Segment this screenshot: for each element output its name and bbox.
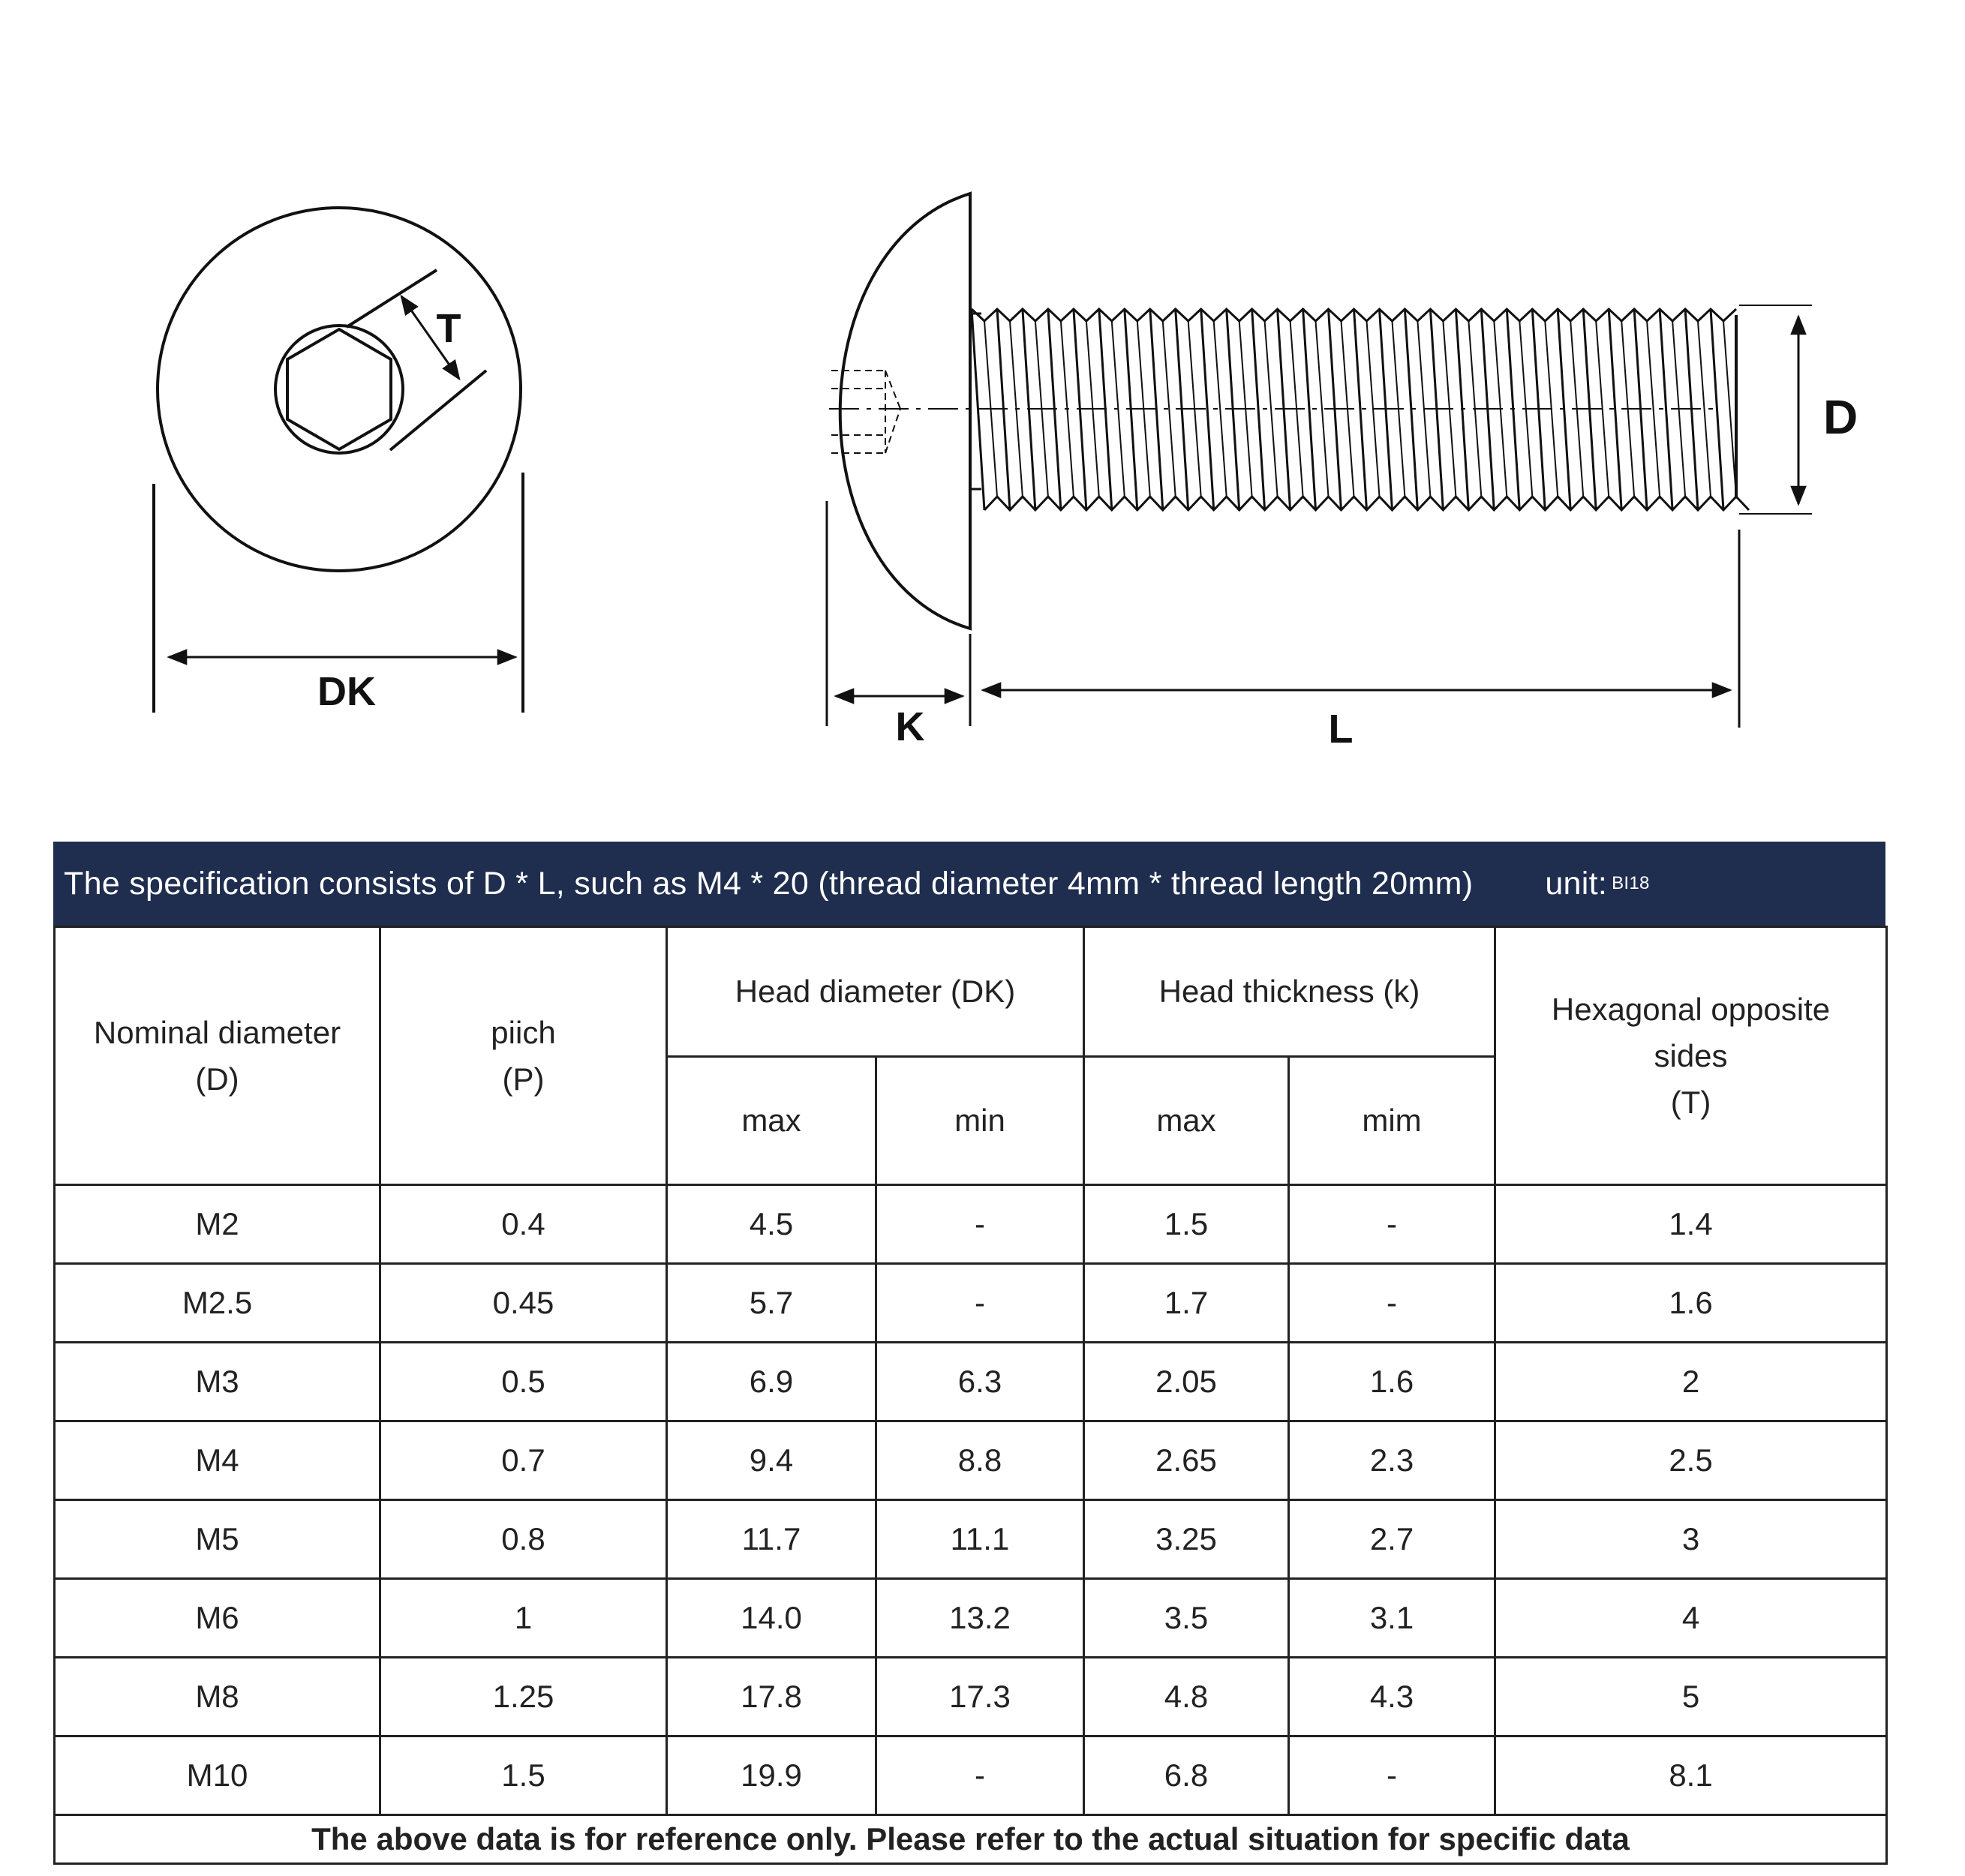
table-row xyxy=(55,1658,1887,1736)
table-cell: 3.1 xyxy=(1289,1579,1495,1658)
table-cell: 3 xyxy=(1495,1500,1887,1579)
bolt-top-view xyxy=(154,208,523,713)
button-head-outline xyxy=(840,194,970,629)
table-cell: 1.6 xyxy=(1495,1264,1887,1343)
table-row xyxy=(55,1579,1887,1658)
table-cell: 2.7 xyxy=(1289,1500,1495,1579)
bolt-dimension-diagram xyxy=(0,0,1965,810)
table-cell: M5 xyxy=(55,1500,380,1579)
table-cell: 0.8 xyxy=(380,1500,667,1579)
footer-row xyxy=(55,1815,1887,1864)
footer-note: The above data is for reference only. Please refer to the actual situation for specific data xyxy=(55,1815,1887,1864)
header-pitch: piich (P) xyxy=(380,927,667,1185)
table-cell: 9.4 xyxy=(667,1421,876,1500)
t-label: T xyxy=(436,306,461,351)
t-extension-lower xyxy=(390,371,486,450)
header-nominal-diameter: Nominal diameter (D) xyxy=(55,927,380,1185)
table-cell: 1.5 xyxy=(1084,1185,1289,1264)
table-row xyxy=(55,1500,1887,1579)
table-cell: 4.8 xyxy=(1084,1658,1289,1736)
table-cell: 19.9 xyxy=(667,1736,876,1815)
table-row xyxy=(55,1264,1887,1343)
header-dk-min: min xyxy=(876,1057,1084,1185)
table-cell: - xyxy=(876,1185,1084,1264)
table-cell: 6.3 xyxy=(876,1343,1084,1421)
table-cell: M2.5 xyxy=(55,1264,380,1343)
table-cell: 8.8 xyxy=(876,1421,1084,1500)
table-cell: 11.7 xyxy=(667,1500,876,1579)
header-hexagonal-sides: Hexagonal opposite sides (T) xyxy=(1495,927,1887,1185)
table-cell: 1.5 xyxy=(380,1736,667,1815)
t-extension-upper xyxy=(347,270,437,327)
table-cell: 2.3 xyxy=(1289,1421,1495,1500)
table-cell: M10 xyxy=(55,1736,380,1815)
bolt-side-view xyxy=(827,194,1812,728)
table-cell: - xyxy=(876,1736,1084,1815)
table-cell: 2.05 xyxy=(1084,1343,1289,1421)
table-cell: - xyxy=(1289,1185,1495,1264)
table-cell: 1.7 xyxy=(1084,1264,1289,1343)
table-cell: - xyxy=(1289,1736,1495,1815)
hex-socket-icon xyxy=(287,329,391,449)
socket-circle xyxy=(275,326,403,453)
table-cell: 13.2 xyxy=(876,1579,1084,1658)
table-cell: M8 xyxy=(55,1658,380,1736)
table-cell: - xyxy=(876,1264,1084,1343)
table-cell: 14.0 xyxy=(667,1579,876,1658)
d-label: D xyxy=(1823,390,1858,444)
header-row-1 xyxy=(55,927,1887,1057)
header-head-diameter: Head diameter (DK) xyxy=(667,927,1084,1057)
table-cell: 8.1 xyxy=(1495,1736,1887,1815)
table-cell: 2.65 xyxy=(1084,1421,1289,1500)
header-dk-max: max xyxy=(667,1057,876,1185)
table-cell: 3.25 xyxy=(1084,1500,1289,1579)
header-k-max: max xyxy=(1084,1057,1289,1185)
header-k-min: mim xyxy=(1289,1057,1495,1185)
table-cell: 1.4 xyxy=(1495,1185,1887,1264)
table-row xyxy=(55,1421,1887,1500)
spec-table xyxy=(53,926,1888,1865)
table-cell: 17.8 xyxy=(667,1658,876,1736)
table-cell: 1.6 xyxy=(1289,1343,1495,1421)
table-cell: M2 xyxy=(55,1185,380,1264)
table-cell: 4.3 xyxy=(1289,1658,1495,1736)
table-cell: 3.5 xyxy=(1084,1579,1289,1658)
header-head-thickness: Head thickness (k) xyxy=(1084,927,1495,1057)
unit-value: BI18 xyxy=(1612,873,1650,893)
banner-text: The specification consists of D * L, such as M4 * 20 (thread diameter 4mm * thread length 20mm) xyxy=(64,865,1474,902)
table-cell: 2.5 xyxy=(1495,1421,1887,1500)
table-cell: 17.3 xyxy=(876,1658,1084,1736)
k-label: K xyxy=(895,704,925,749)
table-cell: 6.8 xyxy=(1084,1736,1289,1815)
table-cell: 1.25 xyxy=(380,1658,667,1736)
l-label: L xyxy=(1328,707,1354,752)
table-cell: - xyxy=(1289,1264,1495,1343)
table-cell: 0.5 xyxy=(380,1343,667,1421)
dk-label: DK xyxy=(317,669,376,714)
table-cell: 0.4 xyxy=(380,1185,667,1264)
table-row xyxy=(55,1736,1887,1815)
table-cell: 2 xyxy=(1495,1343,1887,1421)
table-cell: 4.5 xyxy=(667,1185,876,1264)
table-cell: 5 xyxy=(1495,1658,1887,1736)
unit-label: unit: xyxy=(1545,865,1608,902)
table-cell: M3 xyxy=(55,1343,380,1421)
table-cell: 4 xyxy=(1495,1579,1887,1658)
table-row xyxy=(55,1343,1887,1421)
table-cell: 11.1 xyxy=(876,1500,1084,1579)
table-cell: 0.7 xyxy=(380,1421,667,1500)
table-cell: 6.9 xyxy=(667,1343,876,1421)
table-cell: M6 xyxy=(55,1579,380,1658)
table-cell: M4 xyxy=(55,1421,380,1500)
table-cell: 0.45 xyxy=(380,1264,667,1343)
spec-table-container xyxy=(53,842,1885,1865)
table-cell: 1 xyxy=(380,1579,667,1658)
head-outline-circle xyxy=(158,208,521,571)
table-row xyxy=(55,1185,1887,1264)
spec-banner xyxy=(53,842,1885,926)
thread-root-line xyxy=(1723,321,1736,497)
table-cell: 5.7 xyxy=(667,1264,876,1343)
